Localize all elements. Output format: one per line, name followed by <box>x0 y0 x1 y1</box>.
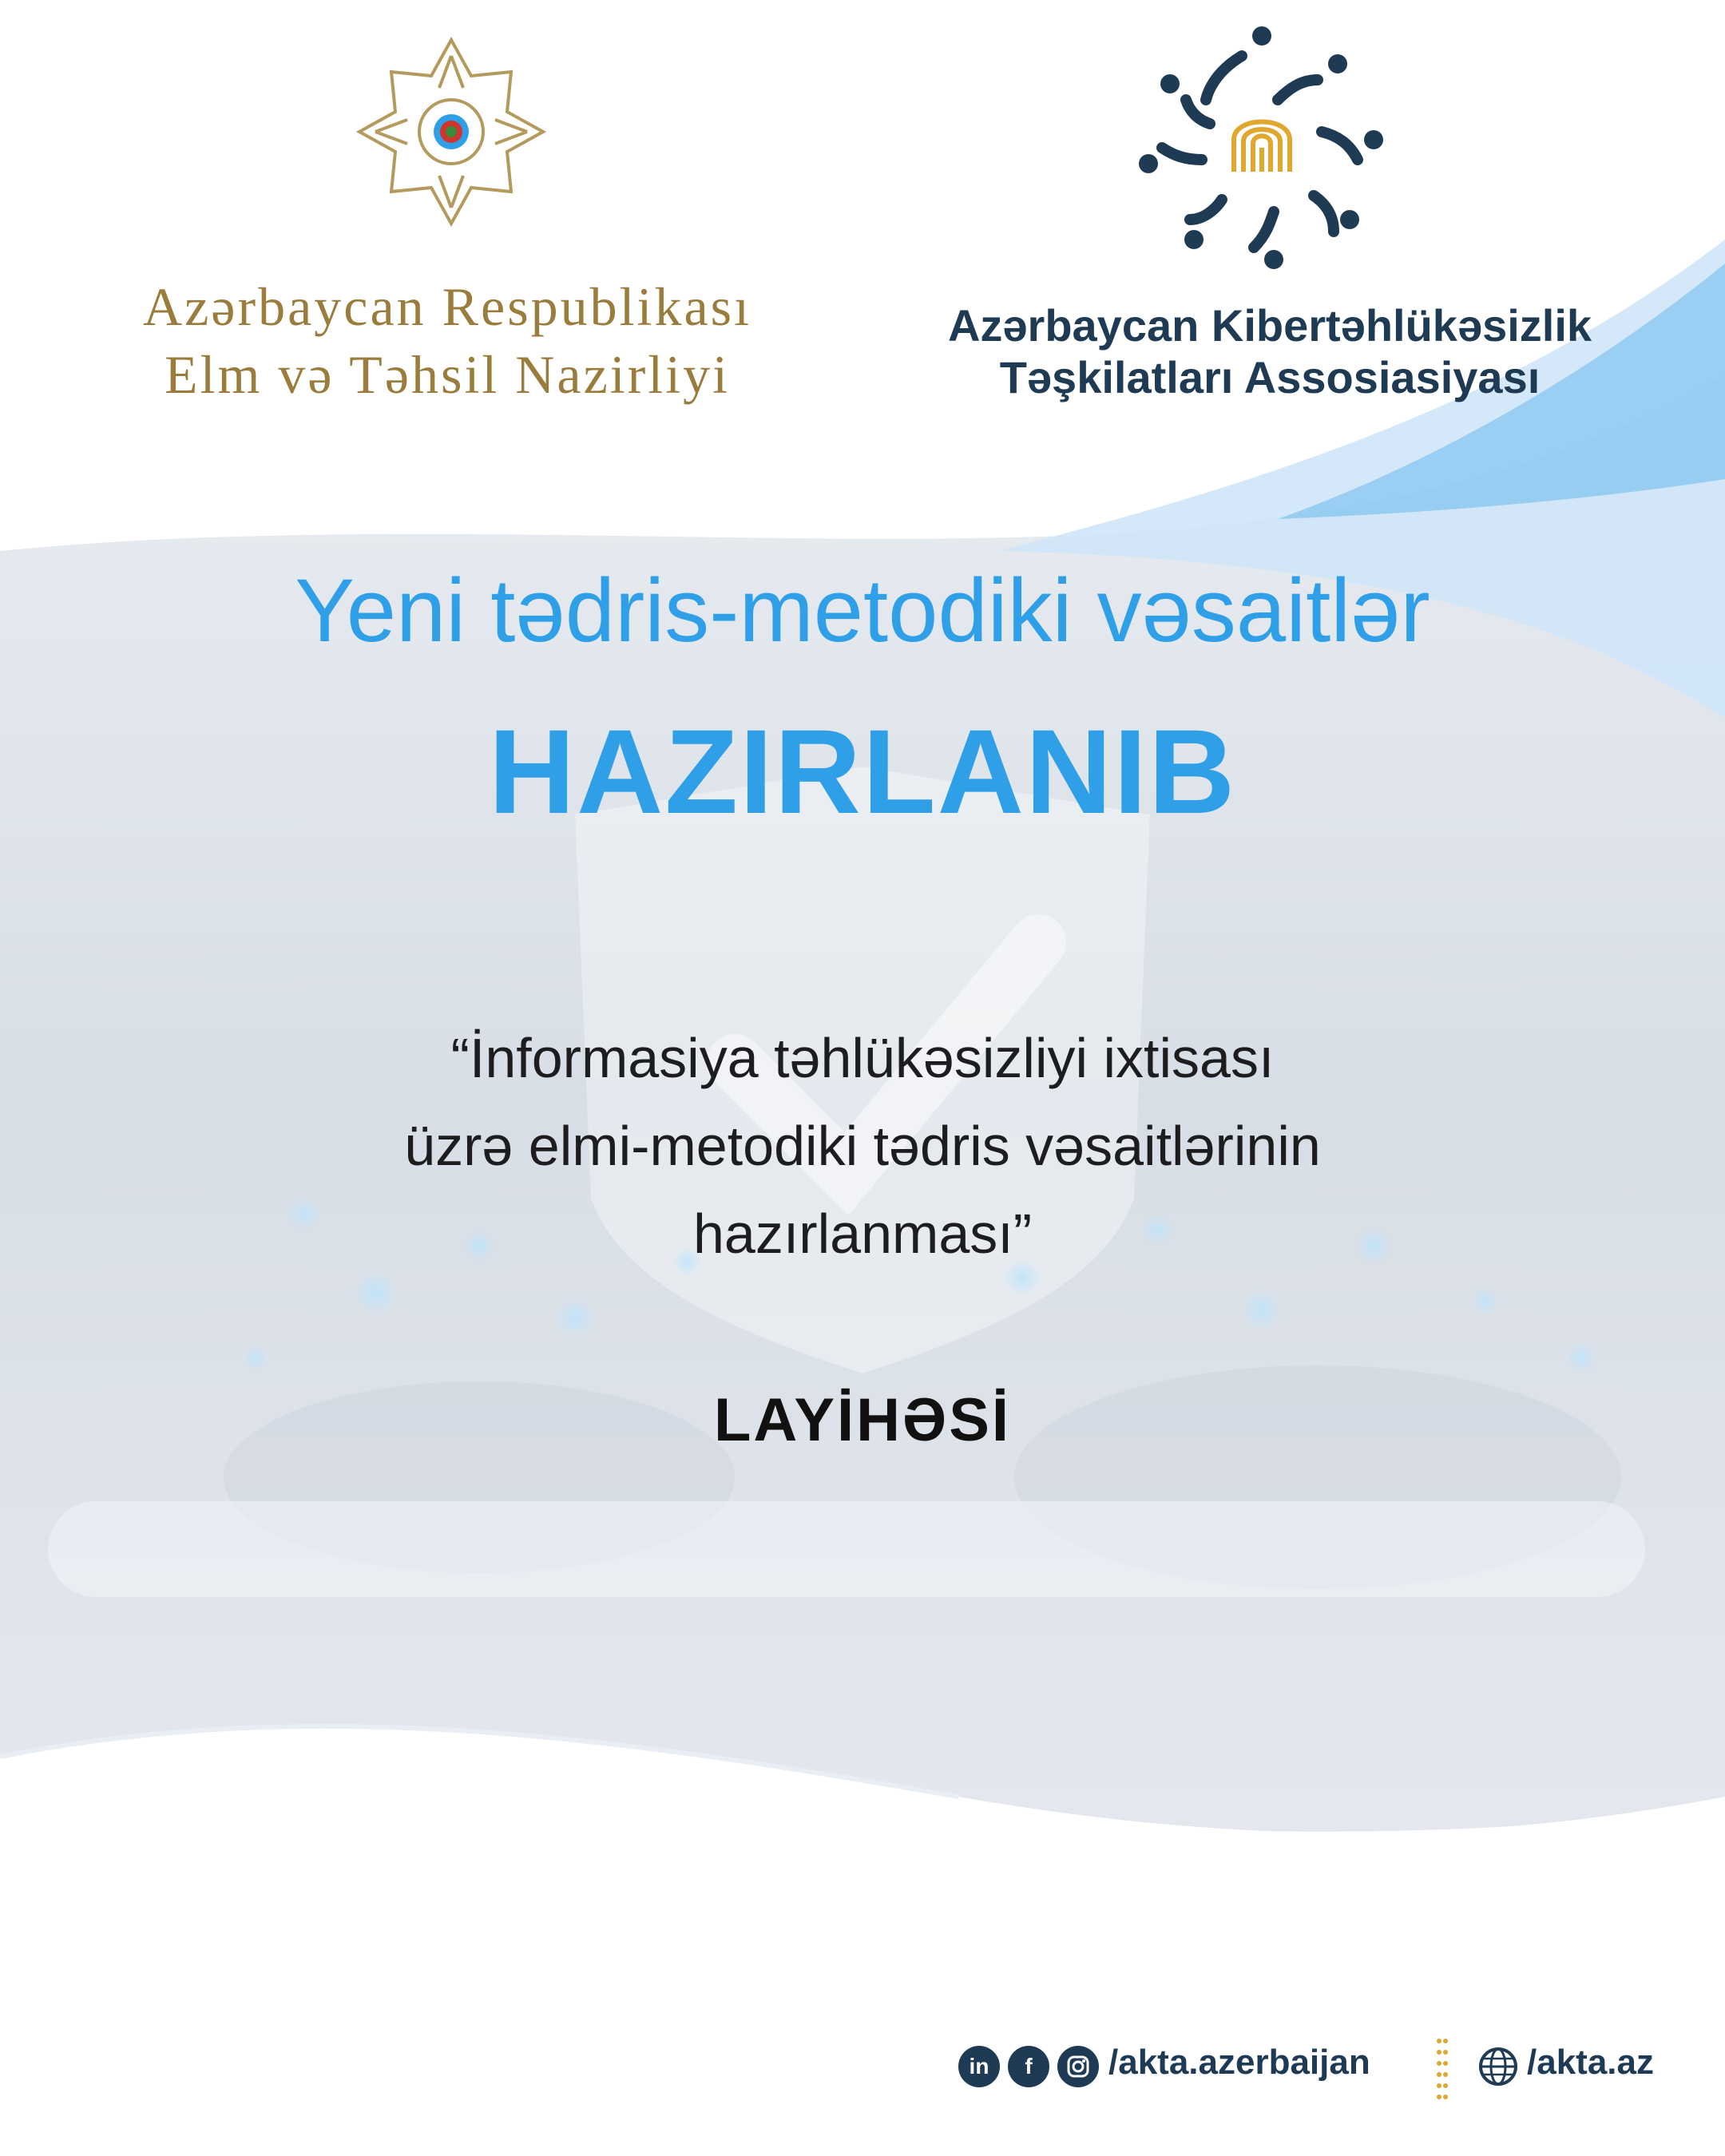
project-title-line: “İnformasiya təhlükəsizliyi ixtisası <box>450 1027 1275 1089</box>
project-label: LAYİHƏSİ <box>713 1386 1011 1454</box>
instagram-icon[interactable] <box>1057 2046 1099 2087</box>
ministry-name-line1: Azərbaycan Respublikası <box>143 276 751 337</box>
social-handle-link[interactable]: /akta.azerbaijan <box>1108 2043 1370 2082</box>
linkedin-icon[interactable]: in <box>958 2046 1000 2087</box>
association-name-line2: Təşkilatları Assosiasiyası <box>999 352 1541 402</box>
project-title-line: hazırlanması” <box>692 1203 1033 1265</box>
ministry-emblem-icon <box>351 32 551 232</box>
association-name-line1: Azərbaycan Kibertəhlükəsizlik <box>947 300 1592 351</box>
separator-dots-icon <box>1436 2036 1449 2103</box>
headline-emphasis: HAZIRLANIB <box>488 704 1237 838</box>
association-people-circle-icon <box>1134 20 1390 275</box>
facebook-icon[interactable]: f <box>1008 2046 1049 2087</box>
globe-icon[interactable] <box>1477 2046 1519 2087</box>
project-title-line: üzrə elmi-metodiki tədris vəsaitlərinin <box>404 1115 1321 1177</box>
website-link[interactable]: /akta.az <box>1527 2043 1654 2082</box>
footer-social-bar <box>958 2036 1693 2100</box>
headline: Yeni tədris-metodiki vəsaitlər <box>295 561 1430 660</box>
ministry-name-line2: Elm və Təhsil Nazirliyi <box>165 344 730 405</box>
